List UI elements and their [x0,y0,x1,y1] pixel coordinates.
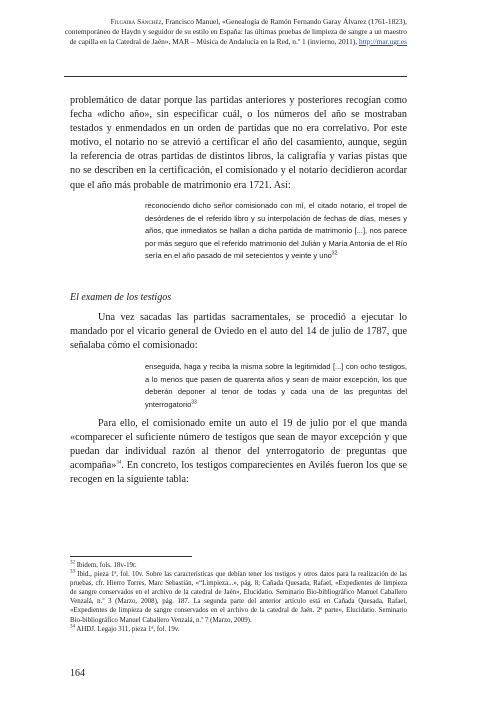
footnote-ref-34[interactable]: 34 [116,460,122,466]
footnote-ref-32[interactable]: 32 [331,250,338,257]
header-link[interactable]: http://mar.ugr.es [358,37,407,46]
header-divider [64,76,407,77]
block-quote-2-text: enseguida, haga y reciba la misma sobre la legitimidad [...] con ocho testigos, a lo menos que pasen de quarenta años y sean de maior excepción, los que deberán deponer al tenor de todas y cada una de las preguntas del ynterrogatorio [145,362,407,409]
footnote-text: Ibid., pieza 1ª, fol. 10v. Sobre las características que debían tener los testigos y otros datos para la realización de las pruebas, cfr. Hierro Torres, Marc Sebastián, «“Limpieza...», pág. 8; Cañada Quesada, Rafael, «Expedientes de limpieza de sangre conservados en el archivo de la catedral de Jaén», Elucidatio. Seminario Bio-bibliográfico Manuel Caballero Venzalá, n.º 3 (Marzo, 2008), pág. 187. La segunda parte del anterior artículo está en Cañada Quesada, Rafael, «Expedientes de limpieza de sangre conservados en el archivo de la catedral de Jaén. 2ª parte», Elucidatio. Seminario Bio-bibliográfico Manuel Caballero Venzalá, n.º 7 (Marzo, 2009). [70,571,407,624]
block-quote-1 [145,200,407,263]
paragraph-3 [70,417,407,487]
footnote-number: 33 [70,569,75,575]
paragraph-1-text: problemático de datar porque las partidas anteriores y posteriores recogían como fecha «dicho año», sin especificar cuál, o los números del año se mostraban testados y enmendados en un orden de partidas que no era correlativo. Por este motivo, el notario no se atrevió a certificar el año del casamiento, aunque, según la referencia de otras partidas de distintos libros, la caligrafía y varias pistas que no se describen en la certificación, el comisionado y el notario decidieron acordar que el año más probable de matrimonio era 1721. Así: [70,95,407,191]
footnote [70,625,407,634]
page-number: 164 [70,668,85,679]
footnote-number: 32 [70,560,75,566]
paragraph-2 [70,311,407,353]
header-author: Filgaira Sánchez [110,17,162,26]
footnote-number: 34 [70,624,75,630]
footnote-text: AHDJ. Legajo 311, pieza 1ª, fol. 19v. [76,625,180,633]
block-quote-1-text: reconociendo dicho señor comisionado con mí, el citado notario, el tropel de desórdenes de el referido libro y su interpolación de fechas de días, meses y años, que inmediatos se hallan a dicha partida de matrimonio [...], nos parece por más seguro que el referido matrimonio del Julián y María Antonia de el Río sería en el año pasado de mil setecientos y veinte y uno [145,201,407,260]
header-citation: , Francisco Manuel, «Genealogía de Ramón Fernando Garay Álvarez (1761-1823), contemporáneo de Haydn y seguidor de su estilo en España: las últimas pruebas de limpieza de sangre a un maestro de capilla en la Catedral de Jaén», MAR – Música de Andalucía en la Red, n.º 1 (invierno, 2011), [64,17,407,46]
section-heading: El examen de los testigos [70,292,172,303]
footnote-text: Ibidem, fols. 18v-19r. [76,562,137,569]
paragraph-3-text [70,417,407,487]
paragraph-3-part-a: Para ello, el comisionado emite un auto el 19 de julio por el que manda «comparecer el suficiente número de testigos que sean de mayor excepción y que puedan dar individual razón al thenor del ynterrogatorio de preguntas que acompaña» [70,418,407,472]
footnote-ref-33[interactable]: 33 [191,399,197,405]
paragraph-1 [70,94,407,193]
block-quote-2 [145,361,407,411]
paragraph-2-text: Una vez sacadas las partidas sacramentales, se procedió a ejecutar lo mandado por el vicario general de Oviedo en el auto del 14 de julio de 1787, que señalaba cómo el comisionado: [70,312,407,352]
footnote-divider [70,556,192,557]
paragraph-3-part-b: . En concreto, los testigos comparecientes en Avilés fueron los que se recogen en la siguiente tabla: [70,460,407,486]
footnotes [70,561,407,634]
footnote [70,561,407,570]
footnote [70,570,407,625]
running-header [64,17,407,47]
